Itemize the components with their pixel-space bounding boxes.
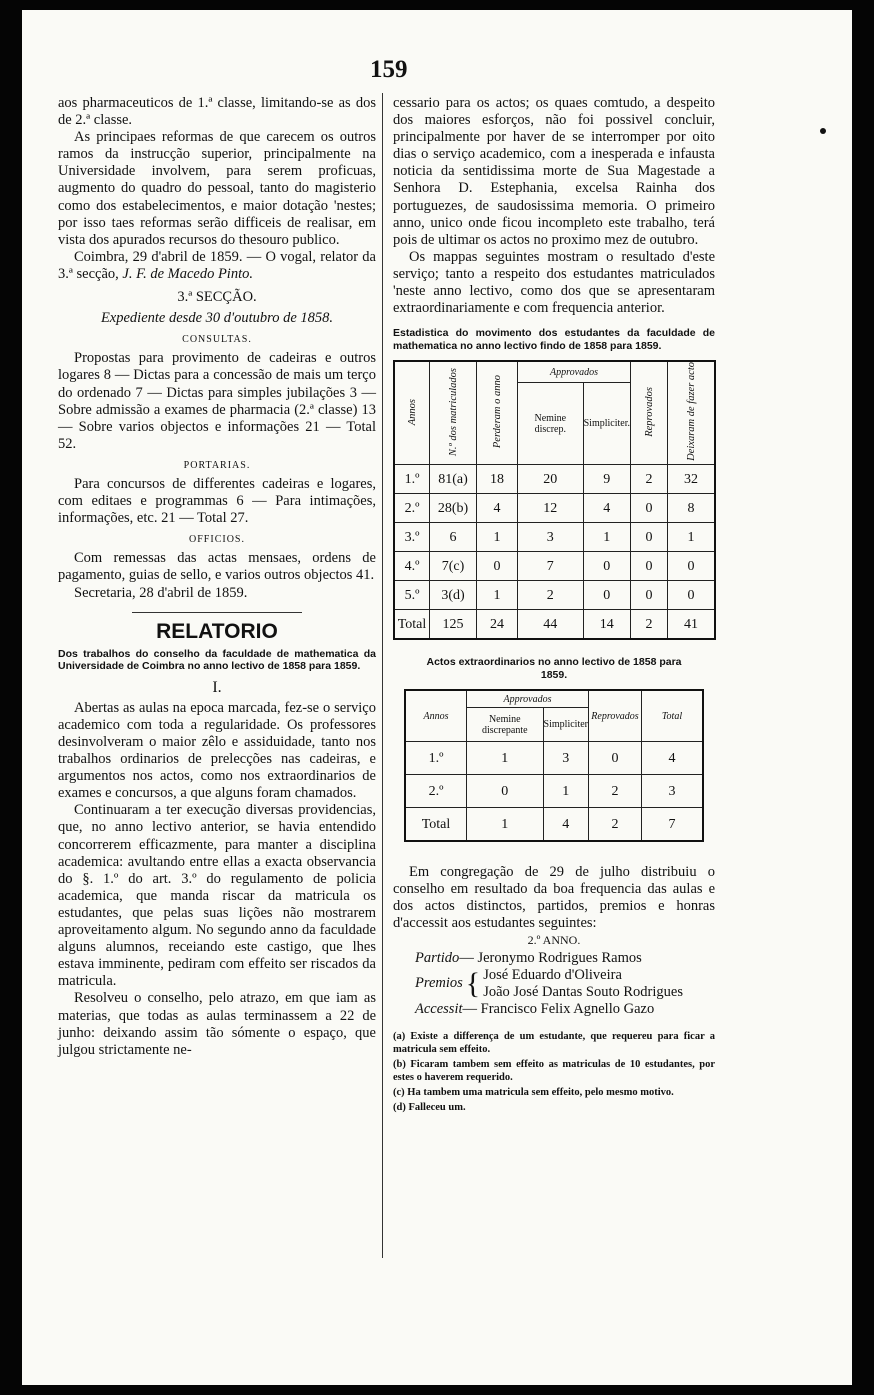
table-row [394,581,715,610]
cell: 4 [543,808,588,842]
cell: 7 [518,552,584,581]
table-row [394,465,715,494]
paragraph: As principaes reformas de que carecem os outros ramos da instrucção superior, principalmente na Universidade involvem, para serem proficuas, augmento do quadro do pessoal, tanto do magisterio como dos estabelecimentos, e maior dotação 'nestes; por isso taes reformas serão difficeis de realisar, em vista dos apurados recursos do thesouro publico. [58,129,376,248]
extraordinary-acts-table [404,689,704,842]
anno-heading: 2.º ANNO. [527,933,581,948]
cell: 81(a) [430,465,477,494]
partido-line [415,950,715,967]
cell: 2.º [405,775,467,808]
subheading-consultas: CONSULTAS. [182,334,252,346]
separator-rule [132,612,302,613]
footnotes [393,1030,715,1114]
table1-title: Estadistica do movimento dos estudantes da faculdade de mathematica no anno lectivo findo de 1858 para 1859. [393,327,715,352]
paragraph: Continuaram a ter execução diversas providencias, que, no anno lectivo anterior, se havia entendido concorrerem efficazmente, para manter a disciplina academica: avultando entre ellas a exacta observancia do §. 1.º do art. 3.º do regulamento de policia academica, que manda riscar da matricula os estudantes, que pelas suas lições não mostrarem aproveitamento algum. No segundo anno da faculdade alguns alumnos, receiando este castigo, que lhes estava imminente, pediram com effeito ser riscados da matricula. [58,802,376,990]
paragraph: Secretaria, 28 d'abril de 1859. [74,584,248,601]
col-header: Total [642,690,704,742]
relatorio-subheading: Dos trabalhos do conselho da faculdade de mathematica da Universidade de Coimbra no anno lectivo de 1858 para 1859. [58,647,376,673]
cell: 14 [583,610,630,640]
footnote: (c) Ha tambem uma matricula sem effeito, pelo mesmo motivo. [393,1086,674,1098]
paragraph: Com remessas das actas mensaes, ordens de pagamento, guias de sello, e varios outros objectos 41. [58,550,376,584]
table-row [394,494,715,523]
cell: Total [405,808,467,842]
cell: 1 [477,581,518,610]
col-header: Nemine discrepante [467,708,544,742]
cell: 0 [631,581,668,610]
paragraph: Propostas para provimento de cadeiras e outros logares 8 — Dictas para a concessão de mais um terço do ordenado 7 — Dictas para simples jubilações 3 — Sobre admissão a exames de pharmacia (2.ª classe) 13 — Sobre varios objectos e informações 21 — Total 52. [58,350,376,452]
paragraph: Abertas as aulas na epoca marcada, fez-se o serviço academico com toda a regularidade. Os professores desinvolveram o maior zêlo e assiduidade, tanto nos trabalhos ordinarios de prelecções nas cadeiras, e argumentos nos actos, como nos extraordinarios de exames e concursos, a que alguns foram chamados. [58,699,376,802]
table-total-row [394,610,715,640]
paragraph: Em congregação de 29 de julho distribuiu o conselho em resultado da boa frequencia das aulas e dos actos distinctos, partidos, premios e honras d'accessit aos estudantes seguintes: [393,864,715,932]
cell: 1 [467,742,544,775]
cell: 4 [477,494,518,523]
col-header: Simpliciter. [583,383,630,465]
premio-name: João José Dantas Souto Rodrigues [483,983,683,1000]
cell: 0 [631,552,668,581]
section-title: 3.ª SECÇÃO. [177,289,257,306]
col-header: Reprovados [589,690,642,742]
col-header: Annos [394,361,430,464]
cell: 7(c) [430,552,477,581]
relatorio-heading: RELATORIO [156,619,278,643]
partido-label: Partido [415,949,460,966]
col-header: Reprovados [631,361,668,464]
table-row [405,742,703,775]
paragraph-text: Coimbra, 29 d'abril de 1859. — O vogal, relator da 3.ª secção, [58,248,376,282]
cell: 6 [430,523,477,552]
section-subtitle-text: Expediente desde 30 d'outubro de 1858. [100,310,334,327]
cell: 24 [477,610,518,640]
premio-name: José Eduardo d'Oliveira [483,966,622,983]
cell: 20 [518,465,584,494]
brace-symbol: { [465,966,481,1000]
cell: 1 [543,775,588,808]
cell: 2 [631,465,668,494]
table-row [405,775,703,808]
cell: 1.º [405,742,467,775]
cell: 2 [589,808,642,842]
col-header: Approvados [467,690,589,708]
cell: 5.º [394,581,430,610]
column-divider [382,93,383,1258]
table-total-row [405,808,703,842]
cell: 3 [518,523,584,552]
col-header: Perderam o anno [477,361,518,464]
paragraph: aos pharmaceuticos de 1.ª classe, limitando-se as dos de 2.ª classe. [58,95,376,129]
cell: 41 [668,610,716,640]
paragraph: cessario para os actos; os quaes comtudo, a despeito dos maiores esforços, não foi possivel concluir, principalmente por haver de se interromper por oito dias o serviço academico, com a inesperada e infausta noticia da sentidissima morte de Sua Magestade a Senhora D. Estephania, excelsa Rainha dos portuguezes, de saudosissima memoria. O primeiro anno, unico onde ficou incompleto este trabalho, terá pois de ultimar os actos no proximo mez de outubro. [393,95,715,248]
cell: 0 [631,523,668,552]
subheading-portarias: PORTARIAS. [183,459,251,471]
cell: 3 [543,742,588,775]
cell: 0 [583,581,630,610]
cell: 4.º [394,552,430,581]
cell: 0 [631,494,668,523]
footnote: (d) Falleceu um. [393,1101,466,1113]
cell: 0 [668,552,716,581]
cell: 32 [668,465,716,494]
roman-numeral: I. [212,678,222,696]
left-column [58,95,376,1059]
cell: 4 [583,494,630,523]
cell: 3(d) [430,581,477,610]
cell: 1.º [394,465,430,494]
cell: 28(b) [430,494,477,523]
right-column [393,95,715,1116]
cell: 1 [583,523,630,552]
cell: 3.º [394,523,430,552]
col-header: Annos [405,690,467,742]
accessit-name: — Francisco Felix Agnello Gazo [462,1000,655,1017]
table-row [394,552,715,581]
enrollment-statistics-table [393,360,716,640]
footnote: (b) Ficaram tambem sem effeito as matriculas de 10 estudantes, por estes o haverem requerido. [393,1058,715,1083]
cell: 0 [589,742,642,775]
page-number: 159 [370,56,408,83]
cell: 12 [518,494,584,523]
subheading-officios: OFFICIOS. [189,534,245,546]
cell: 0 [477,552,518,581]
cell: 2 [589,775,642,808]
cell: 1 [477,523,518,552]
signature-name: J. F. de Macedo Pinto. [122,265,253,282]
cell: Total [394,610,430,640]
cell: 4 [642,742,704,775]
cell: 8 [668,494,716,523]
col-header: Nemine discrep. [518,383,584,465]
col-header: Deixaram de fazer acto [668,361,716,464]
premios-line [415,967,715,1001]
cell: 1 [668,523,716,552]
cell: 7 [642,808,704,842]
section-subtitle [58,310,376,327]
signature-line [58,249,376,283]
cell: 18 [477,465,518,494]
cell: 0 [467,775,544,808]
footnote: (a) Existe a differença de um estudante, que requereu para ficar a matricula sem effeito. [393,1030,715,1055]
partido-name: — Jeronymo Rodrigues Ramos [459,949,642,966]
cell: 3 [642,775,704,808]
col-header: Simpliciter [543,708,588,742]
col-header: Approvados [518,361,631,383]
cell: 0 [583,552,630,581]
cell: 2.º [394,494,430,523]
paragraph: Resolveu o conselho, pelo atrazo, em que iam as materias, que todas as aulas terminassem a 22 de junho: deixando assim tão sómente o espaço, que julgou strictamente ne- [58,990,376,1058]
prize-list [393,950,715,1018]
cell: 125 [430,610,477,640]
table-row [394,523,715,552]
cell: 0 [668,581,716,610]
table2-title: Actos extraordinarios no anno lectivo de 1858 para 1859. [426,656,682,681]
cell: 2 [518,581,584,610]
ink-spot [820,128,826,134]
cell: 1 [467,808,544,842]
cell: 9 [583,465,630,494]
premios-label: Premios [415,975,463,992]
accessit-line [415,1001,715,1018]
paragraph: Para concursos de differentes cadeiras e logares, com editaes e programmas 6 — Para intimações, informações, etc. 21 — Total 27. [58,475,376,527]
cell: 2 [631,610,668,640]
col-header: N.º dos matriculados [430,361,477,464]
cell: 44 [518,610,584,640]
accessit-label: Accessit [415,1000,463,1017]
paragraph: Os mappas seguintes mostram o resultado d'este serviço; tanto a respeito dos estudantes matriculados 'neste anno lectivo, como dos que se apresentaram extraordinariamente e com frequencia anterior. [393,248,715,317]
